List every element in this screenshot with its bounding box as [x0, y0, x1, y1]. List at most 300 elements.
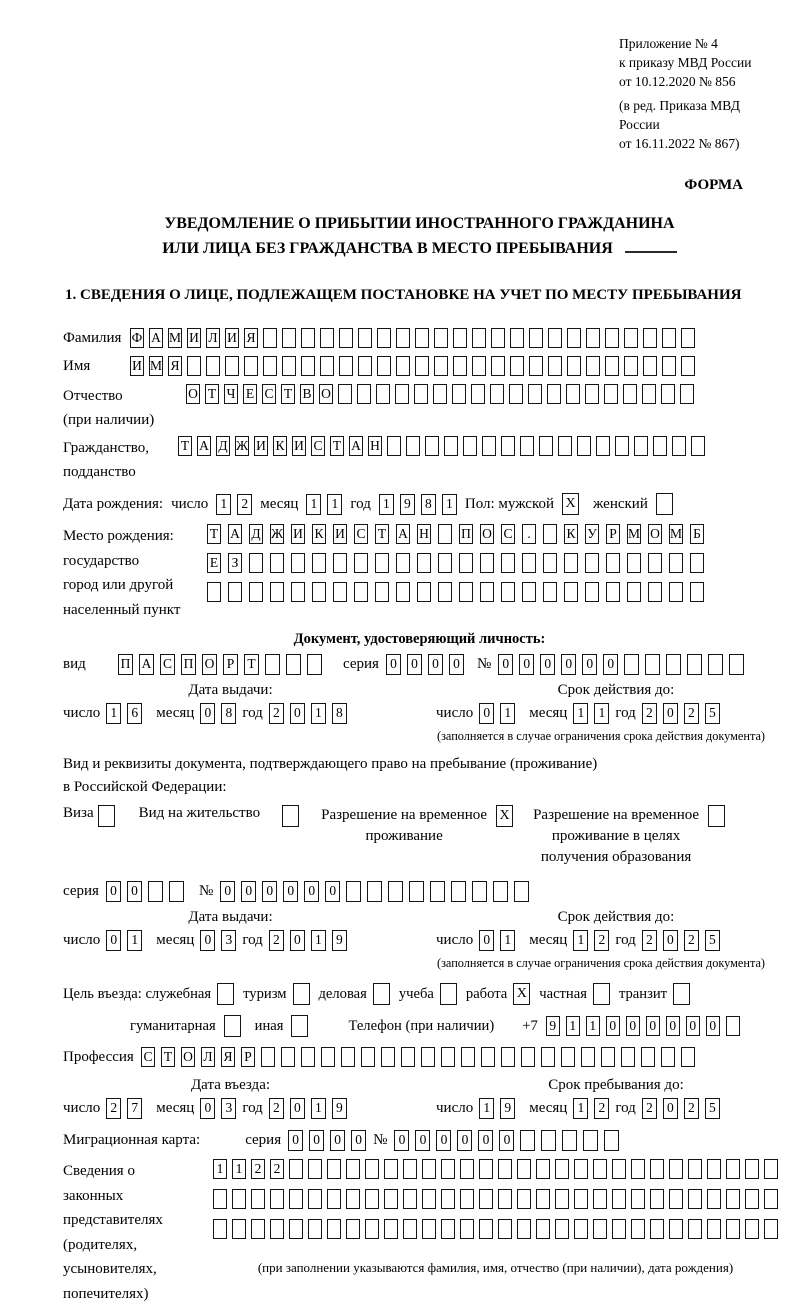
char-cell[interactable] — [498, 1219, 512, 1239]
char-cell[interactable]: 1 — [311, 1098, 326, 1119]
char-cell[interactable]: 2 — [269, 930, 284, 951]
char-cell[interactable] — [690, 582, 704, 602]
char-cell[interactable]: 0 — [479, 703, 494, 724]
char-cell[interactable] — [707, 1159, 721, 1179]
char-cell[interactable]: 1 — [127, 930, 142, 951]
char-cell[interactable]: И — [254, 436, 268, 456]
char-cell[interactable]: 0 — [498, 654, 513, 675]
char-cell[interactable] — [354, 582, 368, 602]
char-cell[interactable] — [593, 1159, 607, 1179]
char-cell[interactable]: 0 — [478, 1130, 493, 1151]
char-cell[interactable] — [228, 582, 242, 602]
char-cell[interactable]: П — [459, 524, 473, 544]
char-cell[interactable]: 5 — [705, 703, 720, 724]
char-cell[interactable] — [631, 1159, 645, 1179]
char-cell[interactable] — [396, 582, 410, 602]
char-cell[interactable]: А — [149, 328, 163, 348]
char-cell[interactable]: 2 — [594, 930, 609, 951]
char-cell[interactable] — [301, 356, 315, 376]
char-cell[interactable] — [520, 1130, 535, 1151]
char-cell[interactable]: 7 — [127, 1098, 142, 1119]
char-cell[interactable]: Т — [161, 1047, 175, 1067]
char-cell[interactable]: А — [396, 524, 410, 544]
char-cell[interactable] — [624, 356, 638, 376]
char-cell[interactable]: С — [311, 436, 325, 456]
char-cell[interactable]: 0 — [330, 1130, 345, 1151]
char-cell[interactable] — [529, 356, 543, 376]
char-cell[interactable] — [688, 1159, 702, 1179]
char-cell[interactable] — [289, 1189, 303, 1209]
char-cell[interactable] — [375, 582, 389, 602]
char-cell[interactable] — [225, 356, 239, 376]
char-cell[interactable] — [308, 1159, 322, 1179]
char-cell[interactable] — [358, 356, 372, 376]
char-cell[interactable] — [521, 1047, 535, 1067]
char-cell[interactable] — [680, 384, 694, 404]
char-cell[interactable] — [631, 1189, 645, 1209]
char-cell[interactable] — [358, 328, 372, 348]
char-cell[interactable] — [642, 384, 656, 404]
char-cell[interactable]: 2 — [251, 1159, 265, 1179]
char-cell[interactable] — [645, 654, 660, 675]
char-cell[interactable] — [564, 582, 578, 602]
edu-permit-checkbox[interactable] — [708, 805, 725, 827]
char-cell[interactable]: Я — [244, 328, 258, 348]
char-cell[interactable] — [232, 1219, 246, 1239]
char-cell[interactable] — [312, 582, 326, 602]
char-cell[interactable] — [501, 436, 515, 456]
char-cell[interactable]: 0 — [262, 881, 277, 902]
char-cell[interactable]: 1 — [306, 494, 321, 515]
char-cell[interactable] — [490, 384, 504, 404]
char-cell[interactable] — [396, 356, 410, 376]
char-cell[interactable] — [745, 1159, 759, 1179]
char-cell[interactable] — [666, 654, 681, 675]
char-cell[interactable]: И — [225, 328, 239, 348]
char-cell[interactable]: 9 — [400, 494, 415, 515]
char-cell[interactable]: 9 — [332, 1098, 347, 1119]
purpose-study-checkbox[interactable] — [440, 983, 457, 1005]
char-cell[interactable] — [745, 1219, 759, 1239]
char-cell[interactable] — [327, 1189, 341, 1209]
char-cell[interactable] — [444, 436, 458, 456]
char-cell[interactable]: 1 — [573, 703, 588, 724]
char-cell[interactable]: 0 — [220, 881, 235, 902]
char-cell[interactable]: 9 — [546, 1016, 560, 1036]
char-cell[interactable] — [562, 1130, 577, 1151]
char-cell[interactable] — [726, 1159, 740, 1179]
char-cell[interactable]: 2 — [684, 703, 699, 724]
char-cell[interactable]: 2 — [642, 930, 657, 951]
char-cell[interactable] — [650, 1189, 664, 1209]
char-cell[interactable] — [601, 1047, 615, 1067]
char-cell[interactable]: К — [312, 524, 326, 544]
char-cell[interactable] — [403, 1189, 417, 1209]
char-cell[interactable]: Я — [221, 1047, 235, 1067]
char-cell[interactable] — [452, 384, 466, 404]
char-cell[interactable] — [539, 436, 553, 456]
char-cell[interactable]: 0 — [415, 1130, 430, 1151]
char-cell[interactable]: 3 — [221, 1098, 236, 1119]
char-cell[interactable]: 0 — [428, 654, 443, 675]
char-cell[interactable] — [745, 1189, 759, 1209]
char-cell[interactable]: Ж — [235, 436, 249, 456]
char-cell[interactable] — [641, 1047, 655, 1067]
char-cell[interactable] — [480, 553, 494, 573]
char-cell[interactable]: Т — [178, 436, 192, 456]
char-cell[interactable] — [187, 356, 201, 376]
char-cell[interactable]: 5 — [705, 930, 720, 951]
purpose-private-checkbox[interactable] — [593, 983, 610, 1005]
char-cell[interactable] — [643, 356, 657, 376]
char-cell[interactable] — [333, 553, 347, 573]
char-cell[interactable] — [643, 328, 657, 348]
char-cell[interactable]: П — [118, 654, 133, 675]
char-cell[interactable]: 0 — [663, 703, 678, 724]
char-cell[interactable] — [289, 1159, 303, 1179]
char-cell[interactable]: 0 — [540, 654, 555, 675]
char-cell[interactable] — [232, 1189, 246, 1209]
char-cell[interactable] — [726, 1016, 740, 1036]
char-cell[interactable]: 0 — [606, 1016, 620, 1036]
char-cell[interactable] — [634, 436, 648, 456]
char-cell[interactable] — [291, 582, 305, 602]
char-cell[interactable]: 0 — [106, 930, 121, 951]
char-cell[interactable] — [339, 328, 353, 348]
char-cell[interactable]: И — [291, 524, 305, 544]
char-cell[interactable] — [415, 328, 429, 348]
char-cell[interactable] — [615, 436, 629, 456]
char-cell[interactable] — [291, 553, 305, 573]
char-cell[interactable] — [251, 1189, 265, 1209]
char-cell[interactable] — [567, 328, 581, 348]
char-cell[interactable] — [541, 1047, 555, 1067]
char-cell[interactable] — [726, 1189, 740, 1209]
char-cell[interactable] — [472, 881, 487, 902]
char-cell[interactable] — [270, 1219, 284, 1239]
char-cell[interactable] — [406, 436, 420, 456]
char-cell[interactable]: 1 — [500, 930, 515, 951]
char-cell[interactable]: 6 — [127, 703, 142, 724]
char-cell[interactable] — [461, 1047, 475, 1067]
sex-female-checkbox[interactable] — [656, 493, 673, 515]
char-cell[interactable] — [631, 1219, 645, 1239]
purpose-transit-checkbox[interactable] — [673, 983, 690, 1005]
char-cell[interactable] — [396, 553, 410, 573]
char-cell[interactable] — [707, 1219, 721, 1239]
char-cell[interactable]: 0 — [386, 654, 401, 675]
char-cell[interactable]: Б — [690, 524, 704, 544]
char-cell[interactable] — [434, 328, 448, 348]
char-cell[interactable] — [395, 384, 409, 404]
char-cell[interactable]: И — [292, 436, 306, 456]
char-cell[interactable] — [604, 1130, 619, 1151]
char-cell[interactable]: 0 — [663, 1098, 678, 1119]
char-cell[interactable] — [384, 1159, 398, 1179]
char-cell[interactable] — [522, 553, 536, 573]
char-cell[interactable] — [463, 436, 477, 456]
char-cell[interactable]: 0 — [436, 1130, 451, 1151]
char-cell[interactable] — [438, 553, 452, 573]
char-cell[interactable] — [375, 553, 389, 573]
char-cell[interactable] — [564, 553, 578, 573]
char-cell[interactable] — [583, 1130, 598, 1151]
char-cell[interactable] — [333, 582, 347, 602]
char-cell[interactable] — [307, 654, 322, 675]
char-cell[interactable] — [346, 1159, 360, 1179]
char-cell[interactable] — [726, 1219, 740, 1239]
char-cell[interactable] — [581, 1047, 595, 1067]
char-cell[interactable] — [593, 1189, 607, 1209]
char-cell[interactable] — [567, 356, 581, 376]
char-cell[interactable] — [346, 881, 361, 902]
residence-permit-checkbox[interactable] — [282, 805, 299, 827]
char-cell[interactable] — [604, 384, 618, 404]
char-cell[interactable]: 1 — [594, 703, 609, 724]
char-cell[interactable] — [453, 328, 467, 348]
char-cell[interactable] — [543, 524, 557, 544]
char-cell[interactable]: 0 — [646, 1016, 660, 1036]
char-cell[interactable]: 0 — [706, 1016, 720, 1036]
char-cell[interactable] — [529, 328, 543, 348]
char-cell[interactable] — [577, 436, 591, 456]
char-cell[interactable] — [460, 1219, 474, 1239]
char-cell[interactable] — [417, 582, 431, 602]
char-cell[interactable]: 0 — [309, 1130, 324, 1151]
char-cell[interactable]: Т — [330, 436, 344, 456]
char-cell[interactable] — [308, 1219, 322, 1239]
char-cell[interactable] — [517, 1159, 531, 1179]
char-cell[interactable]: 0 — [290, 930, 305, 951]
char-cell[interactable] — [365, 1159, 379, 1179]
char-cell[interactable] — [593, 1219, 607, 1239]
char-cell[interactable] — [536, 1159, 550, 1179]
char-cell[interactable] — [606, 553, 620, 573]
char-cell[interactable] — [653, 436, 667, 456]
char-cell[interactable] — [301, 328, 315, 348]
char-cell[interactable] — [498, 1189, 512, 1209]
char-cell[interactable] — [251, 1219, 265, 1239]
char-cell[interactable]: 1 — [232, 1159, 246, 1179]
char-cell[interactable] — [605, 328, 619, 348]
char-cell[interactable] — [312, 553, 326, 573]
char-cell[interactable] — [669, 1189, 683, 1209]
char-cell[interactable]: М — [149, 356, 163, 376]
char-cell[interactable]: Т — [205, 384, 219, 404]
char-cell[interactable] — [661, 1047, 675, 1067]
char-cell[interactable] — [381, 1047, 395, 1067]
char-cell[interactable]: 1 — [379, 494, 394, 515]
char-cell[interactable]: Д — [249, 524, 263, 544]
char-cell[interactable]: 2 — [684, 1098, 699, 1119]
char-cell[interactable]: О — [648, 524, 662, 544]
char-cell[interactable]: 1 — [566, 1016, 580, 1036]
char-cell[interactable] — [438, 582, 452, 602]
char-cell[interactable] — [434, 356, 448, 376]
char-cell[interactable] — [548, 356, 562, 376]
char-cell[interactable] — [346, 1189, 360, 1209]
char-cell[interactable] — [441, 1189, 455, 1209]
char-cell[interactable]: 0 — [106, 881, 121, 902]
char-cell[interactable]: Е — [243, 384, 257, 404]
char-cell[interactable] — [491, 328, 505, 348]
char-cell[interactable]: С — [160, 654, 175, 675]
char-cell[interactable]: 2 — [642, 703, 657, 724]
char-cell[interactable]: 0 — [407, 654, 422, 675]
char-cell[interactable]: 0 — [325, 881, 340, 902]
char-cell[interactable]: 9 — [332, 930, 347, 951]
char-cell[interactable] — [650, 1219, 664, 1239]
char-cell[interactable] — [459, 582, 473, 602]
char-cell[interactable]: В — [300, 384, 314, 404]
char-cell[interactable] — [543, 553, 557, 573]
char-cell[interactable]: М — [627, 524, 641, 544]
char-cell[interactable]: О — [181, 1047, 195, 1067]
char-cell[interactable]: 0 — [304, 881, 319, 902]
char-cell[interactable] — [346, 1219, 360, 1239]
char-cell[interactable]: 0 — [666, 1016, 680, 1036]
char-cell[interactable] — [421, 1047, 435, 1067]
char-cell[interactable]: Ж — [270, 524, 284, 544]
char-cell[interactable]: Л — [206, 328, 220, 348]
char-cell[interactable] — [207, 582, 221, 602]
char-cell[interactable] — [585, 582, 599, 602]
char-cell[interactable] — [669, 553, 683, 573]
char-cell[interactable]: Д — [216, 436, 230, 456]
char-cell[interactable] — [282, 328, 296, 348]
char-cell[interactable]: 2 — [106, 1098, 121, 1119]
char-cell[interactable]: 1 — [311, 703, 326, 724]
purpose-humanitarian-checkbox[interactable] — [224, 1015, 241, 1037]
char-cell[interactable] — [339, 356, 353, 376]
char-cell[interactable]: И — [187, 328, 201, 348]
char-cell[interactable] — [547, 384, 561, 404]
char-cell[interactable]: 0 — [519, 654, 534, 675]
char-cell[interactable]: Т — [375, 524, 389, 544]
char-cell[interactable]: 1 — [573, 930, 588, 951]
sex-male-checkbox[interactable]: X — [562, 493, 579, 515]
char-cell[interactable]: 1 — [500, 703, 515, 724]
char-cell[interactable] — [688, 1219, 702, 1239]
char-cell[interactable]: 0 — [449, 654, 464, 675]
char-cell[interactable] — [624, 328, 638, 348]
purpose-tourism-checkbox[interactable] — [293, 983, 310, 1005]
char-cell[interactable] — [430, 881, 445, 902]
char-cell[interactable]: 2 — [269, 1098, 284, 1119]
char-cell[interactable] — [623, 384, 637, 404]
char-cell[interactable] — [263, 356, 277, 376]
char-cell[interactable]: 0 — [351, 1130, 366, 1151]
char-cell[interactable] — [249, 553, 263, 573]
char-cell[interactable]: 1 — [327, 494, 342, 515]
char-cell[interactable]: А — [228, 524, 242, 544]
char-cell[interactable]: Т — [281, 384, 295, 404]
char-cell[interactable] — [341, 1047, 355, 1067]
char-cell[interactable]: О — [202, 654, 217, 675]
char-cell[interactable] — [707, 1189, 721, 1209]
char-cell[interactable] — [414, 384, 428, 404]
char-cell[interactable] — [520, 436, 534, 456]
char-cell[interactable] — [471, 384, 485, 404]
char-cell[interactable] — [472, 356, 486, 376]
char-cell[interactable] — [438, 524, 452, 544]
char-cell[interactable] — [585, 384, 599, 404]
char-cell[interactable] — [479, 1219, 493, 1239]
char-cell[interactable] — [501, 1047, 515, 1067]
char-cell[interactable]: 0 — [200, 1098, 215, 1119]
char-cell[interactable]: Е — [207, 553, 221, 573]
char-cell[interactable] — [270, 1189, 284, 1209]
char-cell[interactable]: С — [141, 1047, 155, 1067]
char-cell[interactable] — [289, 1219, 303, 1239]
char-cell[interactable] — [558, 436, 572, 456]
char-cell[interactable]: И — [333, 524, 347, 544]
char-cell[interactable] — [627, 553, 641, 573]
char-cell[interactable]: 0 — [241, 881, 256, 902]
char-cell[interactable] — [367, 881, 382, 902]
char-cell[interactable] — [376, 384, 390, 404]
char-cell[interactable] — [282, 356, 296, 376]
char-cell[interactable] — [460, 1189, 474, 1209]
visa-checkbox[interactable] — [98, 805, 115, 827]
char-cell[interactable]: О — [480, 524, 494, 544]
char-cell[interactable]: 0 — [626, 1016, 640, 1036]
char-cell[interactable]: 2 — [270, 1159, 284, 1179]
char-cell[interactable]: 2 — [269, 703, 284, 724]
char-cell[interactable] — [481, 1047, 495, 1067]
char-cell[interactable] — [301, 1047, 315, 1067]
char-cell[interactable] — [417, 553, 431, 573]
char-cell[interactable] — [441, 1159, 455, 1179]
char-cell[interactable] — [441, 1047, 455, 1067]
char-cell[interactable] — [690, 553, 704, 573]
char-cell[interactable]: О — [186, 384, 200, 404]
char-cell[interactable] — [433, 384, 447, 404]
char-cell[interactable] — [672, 436, 686, 456]
char-cell[interactable] — [543, 582, 557, 602]
char-cell[interactable] — [662, 356, 676, 376]
char-cell[interactable]: Я — [168, 356, 182, 376]
char-cell[interactable] — [281, 1047, 295, 1067]
char-cell[interactable]: О — [319, 384, 333, 404]
purpose-commercial-checkbox[interactable] — [373, 983, 390, 1005]
char-cell[interactable] — [517, 1189, 531, 1209]
char-cell[interactable] — [396, 328, 410, 348]
char-cell[interactable] — [729, 654, 744, 675]
char-cell[interactable] — [555, 1219, 569, 1239]
char-cell[interactable] — [365, 1189, 379, 1209]
char-cell[interactable] — [498, 1159, 512, 1179]
char-cell[interactable] — [327, 1159, 341, 1179]
char-cell[interactable] — [764, 1219, 778, 1239]
char-cell[interactable] — [320, 328, 334, 348]
char-cell[interactable] — [662, 328, 676, 348]
char-cell[interactable] — [409, 881, 424, 902]
char-cell[interactable] — [479, 1159, 493, 1179]
char-cell[interactable] — [510, 328, 524, 348]
char-cell[interactable] — [479, 1189, 493, 1209]
char-cell[interactable] — [451, 881, 466, 902]
char-cell[interactable]: У — [585, 524, 599, 544]
char-cell[interactable]: 0 — [200, 930, 215, 951]
char-cell[interactable]: 1 — [106, 703, 121, 724]
char-cell[interactable]: С — [501, 524, 515, 544]
char-cell[interactable]: М — [669, 524, 683, 544]
char-cell[interactable] — [265, 654, 280, 675]
char-cell[interactable] — [401, 1047, 415, 1067]
char-cell[interactable] — [501, 553, 515, 573]
char-cell[interactable]: Н — [368, 436, 382, 456]
